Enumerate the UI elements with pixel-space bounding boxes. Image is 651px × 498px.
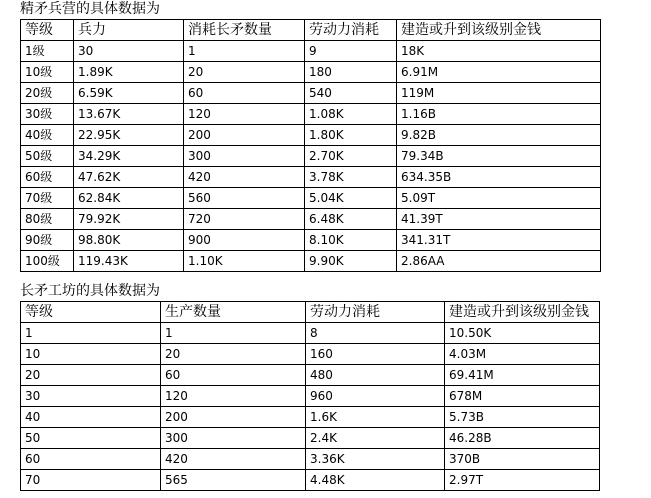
table-cell: 5.04K — [305, 188, 397, 209]
table-cell: 6.48K — [305, 209, 397, 230]
table-cell: 120 — [184, 104, 305, 125]
table-cell: 34.29K — [74, 146, 184, 167]
table-cell: 1.10K — [184, 251, 305, 272]
table-cell: 1.16B — [397, 104, 601, 125]
table-cell: 1 — [184, 41, 305, 62]
table-cell: 13.67K — [74, 104, 184, 125]
table-cell: 90级 — [21, 230, 74, 251]
table-cell: 1级 — [21, 41, 74, 62]
table-row — [21, 386, 600, 407]
table-cell: 1.08K — [305, 104, 397, 125]
table-row — [21, 323, 600, 344]
table-row — [21, 365, 600, 386]
table-cell: 120 — [161, 386, 306, 407]
table-cell: 3.78K — [305, 167, 397, 188]
column-header: 兵力 — [74, 20, 184, 41]
table-row — [21, 344, 600, 365]
table-cell: 6.91M — [397, 62, 601, 83]
table-cell: 60 — [184, 83, 305, 104]
table-cell: 720 — [184, 209, 305, 230]
table-cell: 560 — [184, 188, 305, 209]
table-cell: 2.97T — [445, 470, 600, 491]
table-cell: 119.43K — [74, 251, 184, 272]
table-row — [21, 125, 601, 146]
table-header-row — [21, 302, 600, 323]
table-cell: 565 — [161, 470, 306, 491]
table-cell: 30 — [21, 386, 161, 407]
table-cell: 22.95K — [74, 125, 184, 146]
table-cell: 1 — [21, 323, 161, 344]
table-cell: 60级 — [21, 167, 74, 188]
table-cell: 2.4K — [306, 428, 445, 449]
table-cell: 4.03M — [445, 344, 600, 365]
table-cell: 40 — [21, 407, 161, 428]
table-cell: 47.62K — [74, 167, 184, 188]
column-header: 生产数量 — [161, 302, 306, 323]
table-cell: 678M — [445, 386, 600, 407]
column-header: 等级 — [21, 20, 74, 41]
table-cell: 20 — [21, 365, 161, 386]
section-title-barracks: 精矛兵营的具体数据为 — [20, 1, 160, 17]
barracks-data-table — [20, 19, 601, 272]
table-cell: 60 — [21, 449, 161, 470]
table-cell: 20 — [184, 62, 305, 83]
table-cell: 50级 — [21, 146, 74, 167]
table-row — [21, 167, 601, 188]
column-header: 建造或升到该级别金钱 — [397, 20, 601, 41]
table-row — [21, 407, 600, 428]
table-cell: 10级 — [21, 62, 74, 83]
table-cell: 79.92K — [74, 209, 184, 230]
table-header-row — [21, 20, 601, 41]
column-header: 劳动力消耗 — [305, 20, 397, 41]
table-cell: 41.39T — [397, 209, 601, 230]
column-header: 等级 — [21, 302, 161, 323]
table-cell: 119M — [397, 83, 601, 104]
table-cell: 480 — [306, 365, 445, 386]
table-cell: 5.09T — [397, 188, 601, 209]
table-cell: 50 — [21, 428, 161, 449]
table-cell: 20 — [161, 344, 306, 365]
table-row — [21, 470, 600, 491]
table-cell: 20级 — [21, 83, 74, 104]
table-cell: 79.34B — [397, 146, 601, 167]
table-row — [21, 41, 601, 62]
table-cell: 10.50K — [445, 323, 600, 344]
column-header: 消耗长矛数量 — [184, 20, 305, 41]
table-cell: 70 — [21, 470, 161, 491]
table-cell: 960 — [306, 386, 445, 407]
section-title-workshop: 长矛工坊的具体数据为 — [20, 283, 160, 299]
table-cell: 1.80K — [305, 125, 397, 146]
table-row — [21, 83, 601, 104]
table-cell: 18K — [397, 41, 601, 62]
table-cell: 69.41M — [445, 365, 600, 386]
column-header: 劳动力消耗 — [306, 302, 445, 323]
table-cell: 70级 — [21, 188, 74, 209]
table-cell: 9.90K — [305, 251, 397, 272]
table-cell: 3.36K — [306, 449, 445, 470]
table-cell: 370B — [445, 449, 600, 470]
table-cell: 200 — [161, 407, 306, 428]
table-row — [21, 251, 601, 272]
table-cell: 9 — [305, 41, 397, 62]
table-cell: 540 — [305, 83, 397, 104]
table-cell: 30 — [74, 41, 184, 62]
table-row — [21, 428, 600, 449]
table-cell: 4.48K — [306, 470, 445, 491]
table-cell: 62.84K — [74, 188, 184, 209]
table-cell: 1 — [161, 323, 306, 344]
table-cell: 100级 — [21, 251, 74, 272]
table-row — [21, 62, 601, 83]
table-cell: 8.10K — [305, 230, 397, 251]
table-cell: 9.82B — [397, 125, 601, 146]
table-cell: 46.28B — [445, 428, 600, 449]
table-cell: 420 — [184, 167, 305, 188]
table-cell: 5.73B — [445, 407, 600, 428]
table-cell: 420 — [161, 449, 306, 470]
table-row — [21, 104, 601, 125]
table-cell: 98.80K — [74, 230, 184, 251]
table-cell: 40级 — [21, 125, 74, 146]
table-cell: 8 — [306, 323, 445, 344]
table-cell: 200 — [184, 125, 305, 146]
table-cell: 1.6K — [306, 407, 445, 428]
table-row — [21, 449, 600, 470]
table-cell: 634.35B — [397, 167, 601, 188]
table-cell: 2.86AA — [397, 251, 601, 272]
table-cell: 180 — [305, 62, 397, 83]
table-cell: 341.31T — [397, 230, 601, 251]
table-cell: 6.59K — [74, 83, 184, 104]
table-row — [21, 230, 601, 251]
table-row — [21, 209, 601, 230]
table-cell: 1.89K — [74, 62, 184, 83]
table-cell: 160 — [306, 344, 445, 365]
workshop-data-table — [20, 301, 600, 491]
column-header: 建造或升到该级别金钱 — [445, 302, 600, 323]
table-row — [21, 188, 601, 209]
table-cell: 80级 — [21, 209, 74, 230]
table-cell: 300 — [161, 428, 306, 449]
table-cell: 300 — [184, 146, 305, 167]
table-cell: 2.70K — [305, 146, 397, 167]
table-cell: 900 — [184, 230, 305, 251]
table-cell: 30级 — [21, 104, 74, 125]
table-cell: 60 — [161, 365, 306, 386]
table-cell: 10 — [21, 344, 161, 365]
table-row — [21, 146, 601, 167]
